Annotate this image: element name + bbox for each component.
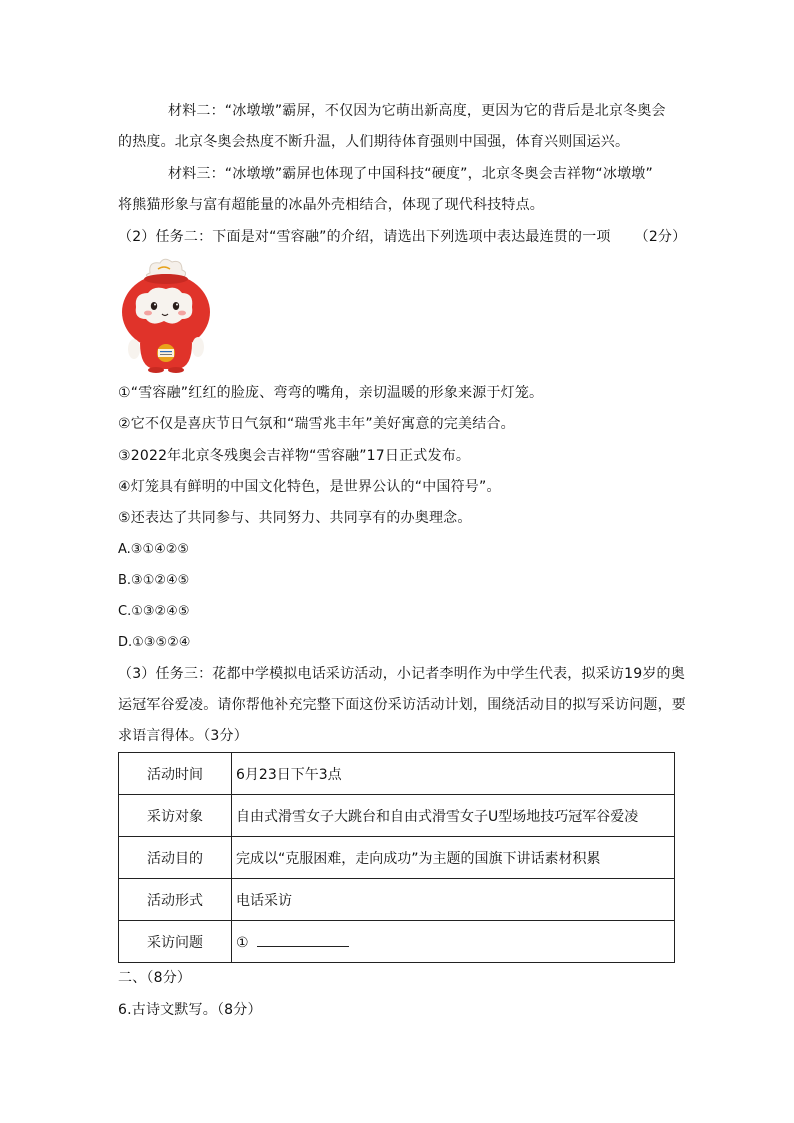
row-key-time: 活动时间 [119,753,232,795]
material3-line2: 将熊猫形象与富有超能量的冰晶外壳相结合，体现了现代科技特点。 [118,197,544,213]
task2-score: （2分） [634,229,687,245]
question-number: ① [236,935,249,951]
row-key-questions: 采访问题 [119,921,232,963]
mascot-illustration [118,257,214,373]
row-key-purpose: 活动目的 [119,837,232,879]
option-d[interactable]: D.①③⑤②④ [118,635,191,650]
section-2-heading: 二、（8分） [118,970,192,986]
row-value-format: 电话采访 [232,879,675,921]
material3-line1: 材料三：“冰墩墩”霸屏也体现了中国科技“硬度”，北京冬奥会吉祥物“冰墩墩” [168,166,653,182]
option-c[interactable]: C.①③②④⑤ [118,604,190,619]
answer-blank[interactable] [257,932,349,947]
row-key-interviewee: 采访对象 [119,795,232,837]
task3-line3: 求语言得体。（3分） [118,728,248,744]
interview-plan-table [118,752,675,963]
table-row [119,795,675,837]
sentence-5: ⑤还表达了共同参与、共同努力、共同享有的办奥理念。 [118,510,472,526]
question-6-heading: 6.古诗文默写。（8分） [118,1002,262,1018]
table-row [119,837,675,879]
table-row [119,879,675,921]
table-row [119,921,675,963]
option-a[interactable]: A.③①④②⑤ [118,542,190,557]
row-value-questions [232,921,675,963]
sentence-4: ④灯笼具有鲜明的中国文化特色，是世界公认的“中国符号”。 [118,479,501,495]
sentence-2: ②它不仅是喜庆节日气氛和“瑞雪兆丰年”美好寓意的完美结合。 [118,416,515,432]
task2-prompt [118,227,686,247]
material2-line2: 的热度。北京冬奥会热度不断升温，人们期待体育强则中国强，体育兴则国运兴。 [118,134,630,150]
task2-prompt-text: （2）任务二：下面是对“雪容融”的介绍，请选出下列选项中表达最连贯的一项 [118,229,611,245]
sentence-3: ③2022年北京冬残奥会吉祥物“雪容融”17日正式发布。 [118,448,471,464]
material2-line1: 材料二：“冰墩墩”霸屏，不仅因为它萌出新高度，更因为它的背后是北京冬奥会 [168,103,666,119]
table-row [119,753,675,795]
row-value-purpose: 完成以“克服困难，走向成功”为主题的国旗下讲话素材积累 [232,837,675,879]
task3-line2: 运冠军谷爱凌。请你帮他补充完整下面这份采访活动计划，围绕活动目的拟写采访问题，要 [118,697,686,713]
row-key-format: 活动形式 [119,879,232,921]
row-value-interviewee: 自由式滑雪女子大跳台和自由式滑雪女子U型场地技巧冠军谷爱凌 [232,795,675,837]
row-value-time: 6月23日下午3点 [232,753,675,795]
option-b[interactable]: B.③①②④⑤ [118,573,190,588]
task3-line1: （3）任务三：花都中学模拟电话采访活动，小记者李明作为中学生代表，拟采访19岁的奥 [118,666,685,682]
sentence-1: ①“雪容融”红红的脸庞、弯弯的嘴角，亲切温暖的形象来源于灯笼。 [118,385,544,401]
